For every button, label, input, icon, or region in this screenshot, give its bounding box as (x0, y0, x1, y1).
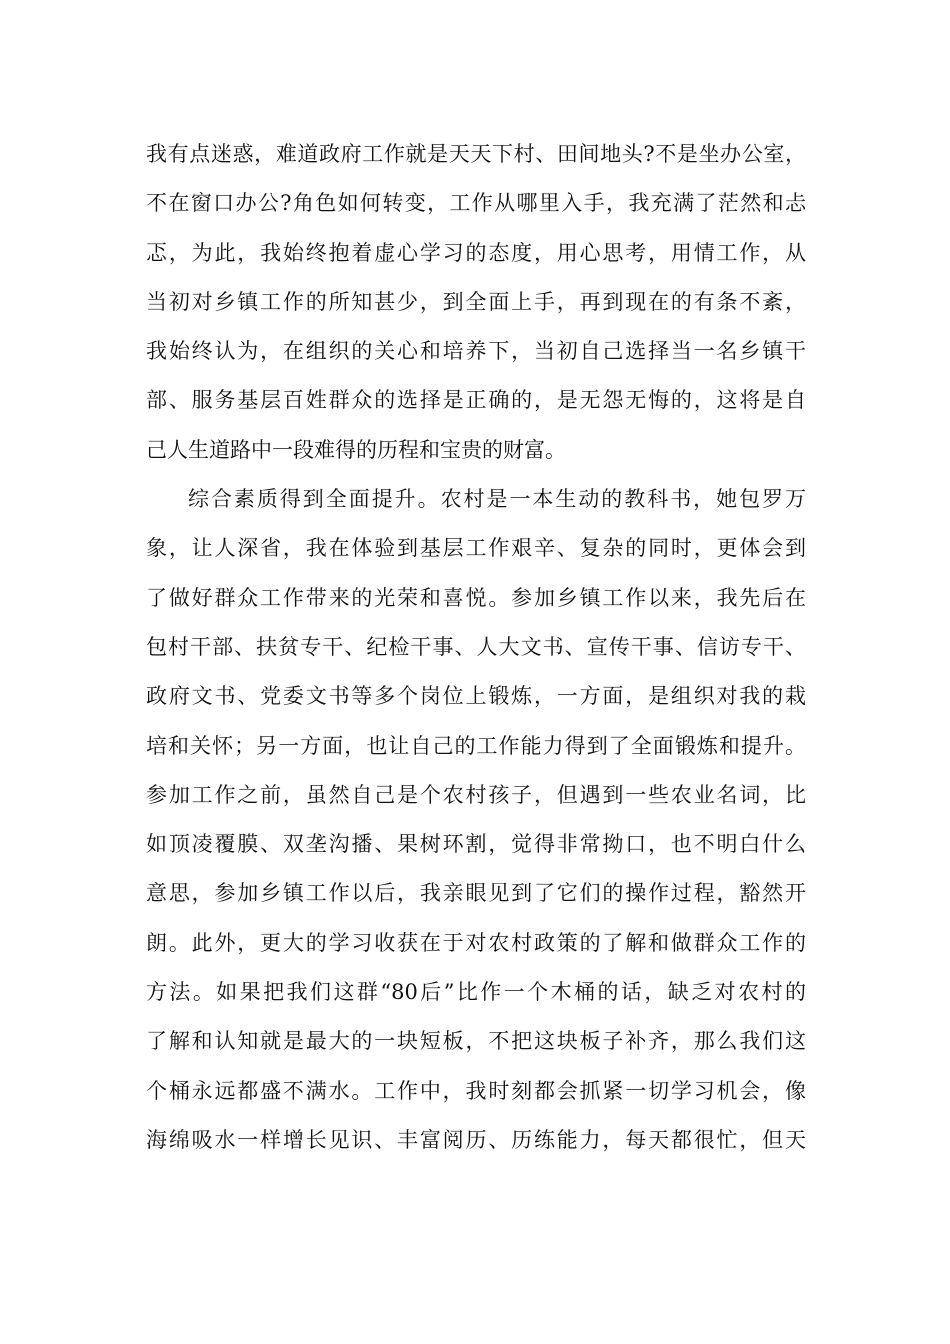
text-line: 不在窗口办公?角色如何转变，工作从哪里入手，我充满了茫然和忐 (146, 191, 806, 216)
text-line: 我始终认为，在组织的关心和培养下，当初自己选择当一名乡镇干 (146, 339, 806, 364)
text-line: 方法。如果把我们这群“80后”比作一个木桶的话，缺乏对农村的 (146, 980, 806, 1005)
text-line: 己人生道路中一段难得的历程和宝贵的财富。 (146, 437, 566, 462)
text-line: 朗。此外，更大的学习收获在于对农村政策的了解和做群众工作的 (146, 930, 806, 955)
text-line: 我有点迷惑，难道政府工作就是天天下村、田间地头?不是坐办公室， (146, 142, 806, 166)
text-line: 个桶永远都盛不满水。工作中，我时刻都会抓紧一切学习机会，像 (146, 1078, 806, 1103)
text-line: 了做好群众工作带来的光荣和喜悦。参加乡镇工作以来，我先后在 (146, 585, 806, 610)
text-line: 当初对乡镇工作的所知甚少，到全面上手，再到现在的有条不紊， (146, 289, 806, 314)
text-line: 综合素质得到全面提升。农村是一本生动的教科书，她包罗万 (188, 487, 806, 512)
text-line: 忑，为此，我始终抱着虚心学习的态度，用心思考，用情工作，从 (146, 240, 806, 265)
text-line: 参加工作之前，虽然自己是个农村孩子，但遇到一些农业名词，比 (146, 782, 806, 807)
text-line: 部、服务基层百姓群众的选择是正确的，是无怨无悔的，这将是自 (146, 388, 806, 413)
text-line: 象，让人深省，我在体验到基层工作艰辛、复杂的同时，更体会到 (146, 536, 806, 561)
text-line: 培和关怀；另一方面，也让自己的工作能力得到了全面锻炼和提升。 (146, 733, 806, 758)
text-line: 包村干部、扶贫专干、纪检干事、人大文书、宣传干事、信访专干、 (146, 634, 806, 659)
text-line: 海绵吸水一样增长见识、丰富阅历、历练能力，每天都很忙，但天 (146, 1127, 806, 1152)
text-line: 了解和认知就是最大的一块短板，不把这块板子补齐，那么我们这 (146, 1029, 806, 1054)
text-line: 政府文书、党委文书等多个岗位上锻炼，一方面，是组织对我的栽 (146, 684, 806, 709)
text-line: 如顶凌覆膜、双垄沟播、果树环割，觉得非常拗口，也不明白什么 (146, 832, 806, 857)
body-text (146, 130, 806, 1165)
text-line: 意思，参加乡镇工作以后，我亲眼见到了它们的操作过程，豁然开 (146, 881, 806, 906)
